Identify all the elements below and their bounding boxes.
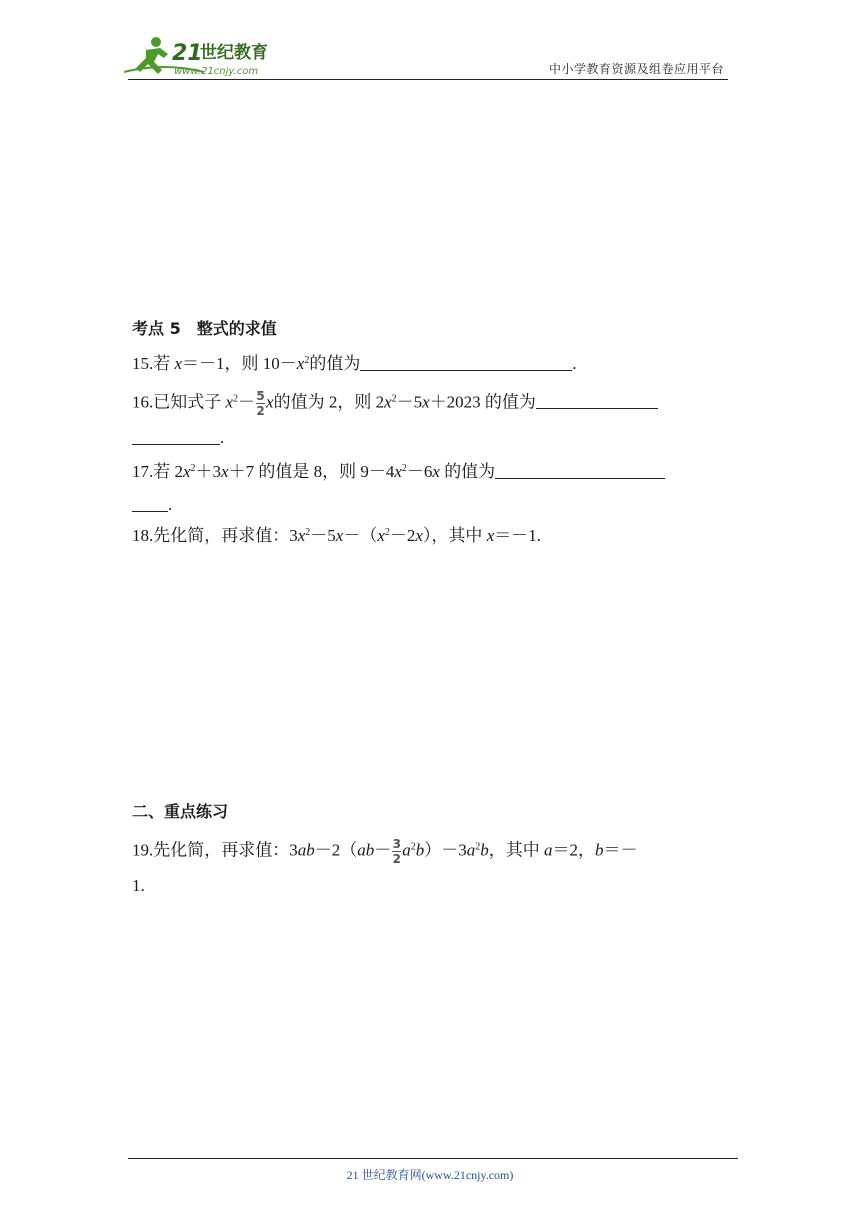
svg-text:世纪教育: 世纪教育 [200, 43, 268, 63]
question-15: 15.若 x＝－1，则 $10-x^2$的值为 . [132, 354, 577, 373]
header-divider [128, 79, 728, 80]
question-17: 17.若 $2x^2+3x+7$ 的值是 8，则 $9-4x^2-6x$ 的值为 [132, 460, 665, 484]
svg-text:21: 21 [172, 41, 203, 66]
answer-blank-cont[interactable] [132, 493, 168, 512]
answer-blank[interactable] [360, 352, 572, 371]
fraction: $\frac{5}{2}$ [256, 389, 265, 418]
answer-blank[interactable] [536, 390, 658, 409]
question-18: 18.先化简，再求值：$3x^2-5x-(x^2-2x)$，其中 x＝－1. [132, 526, 541, 545]
runner-logo-icon [124, 32, 294, 80]
question-17-cont: . [132, 493, 172, 517]
site-logo [124, 32, 294, 80]
footer-divider [128, 1158, 738, 1159]
fraction: $\frac{3}{2}$ [392, 837, 401, 866]
answer-blank-cont[interactable] [132, 426, 220, 445]
footer-text[interactable]: 21 世纪教育网(www.21cnjy.com) [346, 1168, 514, 1182]
answer-blank[interactable] [495, 460, 665, 479]
question-19: 19.先化简，再求值：3ab－2（ab－ $\frac{3}{2}$ $a^2b)-3a^2b$，其中 a＝2，b＝－ [132, 837, 638, 866]
section-title: 二、重点练习 [132, 802, 229, 821]
question-16-cont: . [132, 426, 224, 450]
question-19-cont: 1. [132, 876, 145, 895]
question-16: 16.已知式子 $x^2-$ $\frac{5}{2}$ x的值为 2，则 $2x^2-5x+2023$ 的值为 [132, 390, 658, 417]
section-title: 考点 5 整式的求值 [132, 319, 277, 338]
header-platform-name: 中小学教育资源及组卷应用平台 [548, 62, 724, 76]
svg-text:www.21cnjy.com: www.21cnjy.com [174, 66, 259, 77]
